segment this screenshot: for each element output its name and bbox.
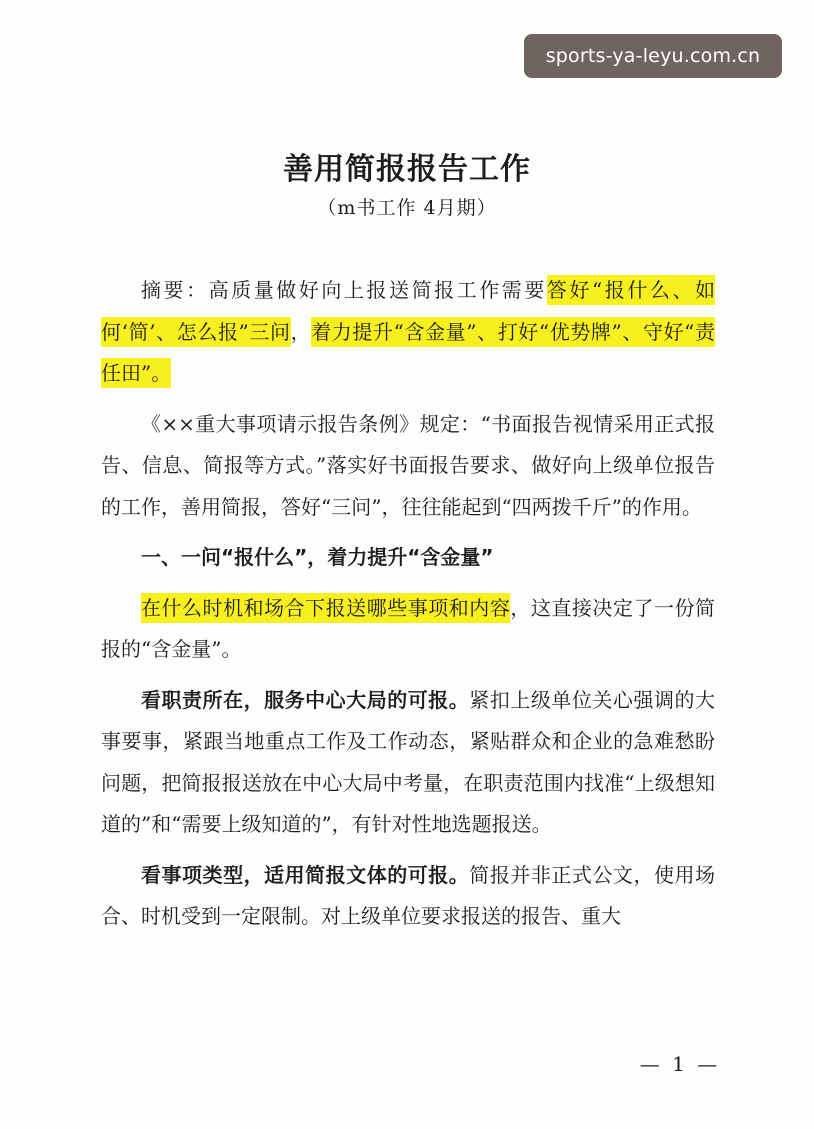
timing-highlight: 在什么时机和场合下报送哪些事项和内容 (141, 593, 510, 623)
timing-paragraph (101, 588, 715, 671)
duty-lead: 看职责所在，服务中心大局的可报。 (141, 687, 470, 712)
abstract-highlight-three-questions: 答好“报什么、如何‘简’、怎么报”三问 (101, 275, 715, 347)
section-heading-1: 一、一问“报什么”，着力提升“含金量” (141, 545, 494, 569)
regulation-paragraph: 《××重大事项请示报告条例》规定：“书面报告视情采用正式报告、信息、简报等方式。”落实好书面报告要求、做好向上级单位报告的工作，善用简报，答好“三问”，往往能起到“四两拨千斤”的作用。 (101, 411, 715, 519)
type-rest: 简报并非正式公文，使用场合、时机受到一定限制。对上级单位要求报送的报告、重大 (101, 862, 716, 928)
document-body (101, 270, 715, 938)
type-paragraph (101, 855, 715, 938)
abstract-paragraph (101, 270, 715, 395)
duty-paragraph (101, 680, 715, 846)
document-subtitle: （m书工作 4月期） (317, 197, 497, 219)
duty-rest: 紧扣上级单位关心强调的大事要事，紧跟当地重点工作及工作动态，紧贴群众和企业的急难愁盼问题，把简报报送放在中心大局中考量，在职责范围内找准“上级想知道的”和“需要上级知道的”，有针对性地选题报送。 (101, 687, 716, 836)
abstract-separator: ， (290, 319, 312, 344)
page-number: — 1 — (639, 1052, 721, 1076)
document-title: 善用简报报告工作 (283, 152, 531, 187)
watermark-badge: sports-ya-leyu.com.cn (524, 34, 782, 78)
type-lead: 看事项类型，适用简报文体的可报。 (141, 862, 470, 887)
timing-rest: ，这直接决定了一份简报的“含金量”。 (101, 595, 716, 661)
abstract-highlight-goals: 着力提升“含金量”、打好“优势牌”、守好“责任田”。 (101, 317, 715, 389)
abstract-lead: 摘要：高质量做好向上报送简报工作需要 (141, 278, 547, 302)
